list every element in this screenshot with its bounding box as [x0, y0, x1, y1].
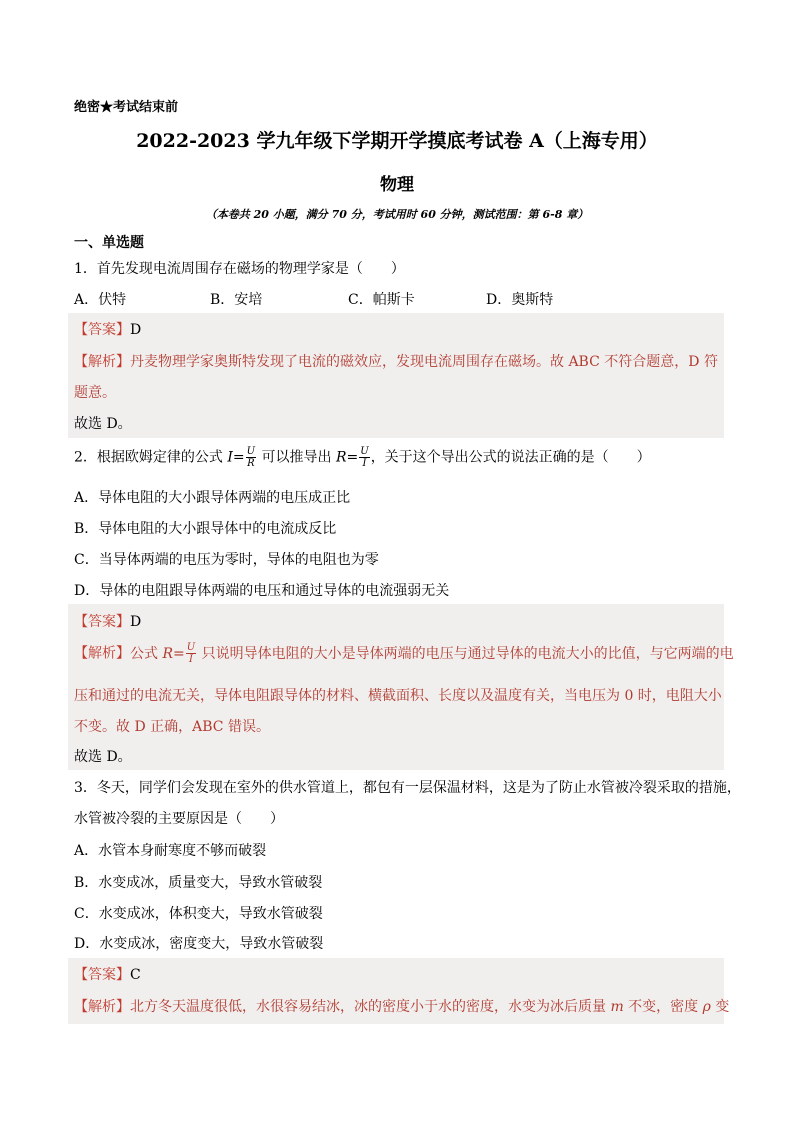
- q3-analysis: [74, 996, 729, 1016]
- fraction-denominator: R: [247, 458, 255, 469]
- section-heading: 一、单选题: [74, 235, 144, 251]
- answer-value: D: [130, 614, 142, 630]
- answer-tag: 【答案】: [74, 614, 130, 630]
- q2-stem: 2．根据欧姆定律的公式 I= $\frac{U}{R}$ 可以推导出 R= $\frac{U}{I}$ ，关于这个导出公式的说法正确的是（ ）: [74, 446, 651, 469]
- confidential-label: 绝密★考试结束前: [74, 100, 179, 115]
- subject-title: 物理: [380, 175, 414, 195]
- answer-value: C: [130, 967, 141, 983]
- q2-conclusion: 故选 D。: [74, 749, 132, 765]
- analysis-part-2: 不变，密度: [623, 999, 703, 1015]
- analysis-part-1: 公式: [130, 645, 163, 662]
- q2-option-a: A．导体电阻的大小跟导体两端的电压成正比: [74, 490, 351, 506]
- q1-answer-block: [68, 313, 724, 438]
- formula-fraction: [246, 446, 256, 469]
- q1-option-d: D．奥斯特: [486, 292, 554, 308]
- q2-stem-part-1: 2．根据欧姆定律的公式: [74, 449, 228, 466]
- q3-option-d: D．水变成冰，密度变大，导致水管破裂: [74, 936, 324, 952]
- formula-lhs: R: [162, 645, 173, 662]
- analysis-part-3: 变: [710, 999, 730, 1015]
- fraction-numerator: U: [360, 446, 369, 457]
- q2-stem-part-3: ，关于这个导出公式的说法正确的是（ ）: [370, 449, 651, 466]
- exam-title: 2022-2023 学九年级下学期开学摸底考试卷 A（上海专用）: [136, 130, 658, 152]
- q2-option-c: C．当导体两端的电压为零时，导体的电阻也为零: [74, 552, 379, 568]
- q1-option-c: C．帕斯卡: [348, 292, 415, 308]
- fraction-denominator: I: [362, 458, 367, 469]
- analysis-text: 公式 R= $\frac{U}{I}$ 只说明导体电阻的大小是导体两端的电压与通过导体的电流大小的比值，与它两端的电: [130, 642, 734, 665]
- q2-analysis-line2: 压和通过的电流无关，导体电阻跟导体的材料、横截面积、长度以及温度有关，当电压为 0 时，电阻大小: [74, 688, 722, 704]
- q2-answer: [74, 611, 141, 631]
- formula-fraction: [186, 642, 196, 665]
- answer-tag: 【答案】: [74, 967, 130, 983]
- analysis-tag: 【解析】: [74, 999, 130, 1015]
- analysis-part-1: 北方冬天温度很低，水很容易结冰，冰的密度小于水的密度，水变为冰后质量: [130, 999, 611, 1015]
- fraction-numerator: U: [246, 446, 256, 457]
- formula-lhs: I: [227, 449, 233, 466]
- q2-option-d: D．导体的电阻跟导体两端的电压和通过导体的电流强弱无关: [74, 583, 450, 599]
- q3-option-b: B．水变成冰，质量变大，导致水管破裂: [74, 875, 323, 891]
- q3-stem-line2: 水管被冷裂的主要原因是（ ）: [74, 811, 284, 827]
- exam-note: （本卷共 20 小题，满分 70 分，考试用时 60 分钟，测试范围：第 6-8 章）: [205, 208, 589, 221]
- q3-option-a: A．水管本身耐寒度不够而破裂: [74, 843, 267, 859]
- fraction-numerator: U: [186, 642, 196, 653]
- analysis-text: [130, 999, 729, 1015]
- q2-stem-part-2: 可以推导出: [257, 449, 336, 466]
- q3-answer: [74, 964, 141, 984]
- q3-stem: 3．冬天，同学们会发现在室外的供水管道上，都包有一层保温材料，这是为了防止水管被冷裂采取的措施，: [74, 780, 741, 796]
- q3-option-c: C．水变成冰，体积变大，导致水管破裂: [74, 906, 323, 922]
- variable-mass: m: [610, 999, 624, 1015]
- q1-answer: [74, 319, 141, 339]
- analysis-part-2: 只说明导体电阻的大小是导体两端的电压与通过导体的电流大小的比值，与它两端的电: [197, 645, 734, 662]
- q1-conclusion: 故选 D。: [74, 416, 132, 432]
- variable-density: ρ: [702, 999, 711, 1015]
- q2-option-b: B．导体电阻的大小跟导体中的电流成反比: [74, 521, 337, 537]
- analysis-text: 丹麦物理学家奥斯特发现了电流的磁效应，发现电流周围存在磁场。故 ABC 不符合题意，D 符: [130, 354, 718, 370]
- q1-stem: 1．首先发现电流周围存在磁场的物理学家是（ ）: [74, 261, 405, 277]
- q2-analysis: [74, 642, 734, 665]
- formula-fraction: [359, 446, 369, 469]
- analysis-tag: 【解析】: [74, 645, 130, 662]
- answer-value: D: [130, 322, 142, 338]
- analysis-tag: 【解析】: [74, 354, 130, 370]
- answer-tag: 【答案】: [74, 322, 130, 338]
- q1-option-a: A．伏特: [74, 292, 127, 308]
- q2-analysis-line3: 不变。故 D 正确，ABC 错误。: [74, 719, 270, 735]
- formula-lhs: R: [335, 449, 347, 466]
- q1-analysis: [74, 351, 718, 371]
- fraction-denominator: I: [188, 654, 193, 665]
- q1-analysis-line2: 题意。: [74, 385, 116, 401]
- q1-option-b: B．安培: [210, 292, 263, 308]
